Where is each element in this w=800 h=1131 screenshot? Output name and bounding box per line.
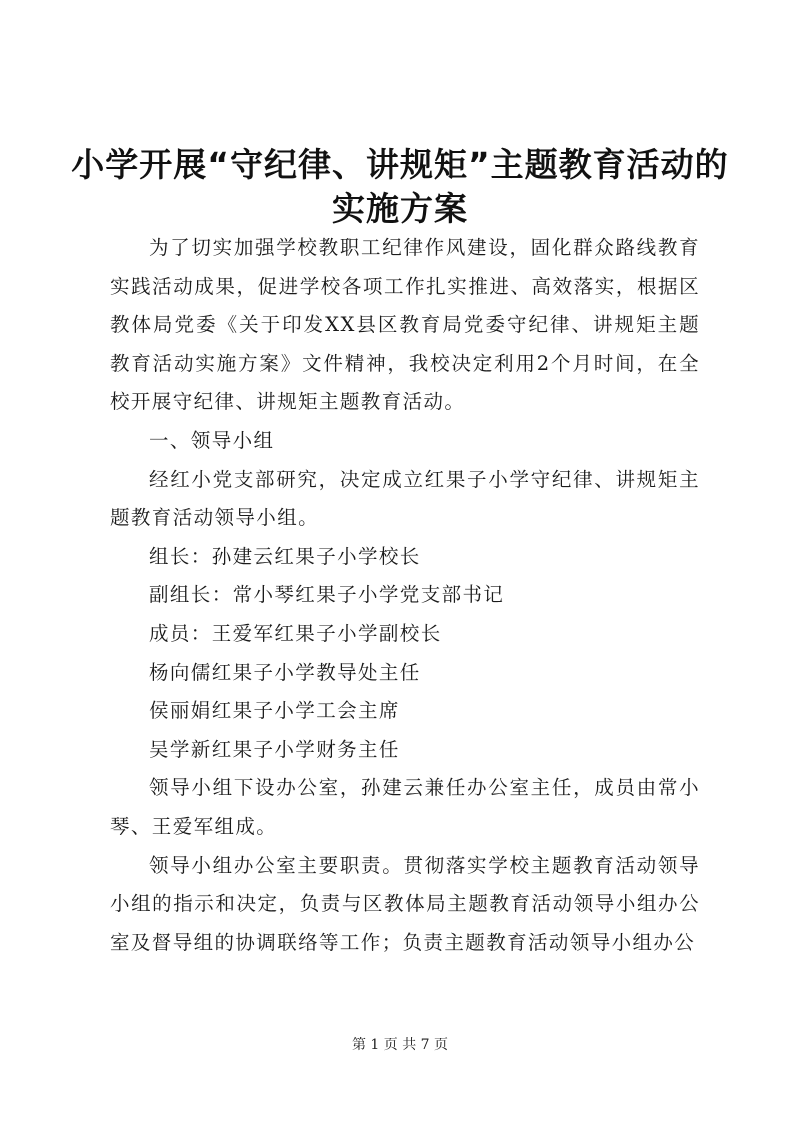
- member-deputy-leader: 副组长：常小琴红果子小学党支部书记: [149, 583, 505, 607]
- member-entry: 杨向儒红果子小学教导处主任: [149, 660, 421, 684]
- paragraph-group-establishment: 经红小党支部研究，决定成立红果子小学守纪律、讲规矩主题教育活动领导小组。: [110, 467, 700, 530]
- intro-paragraph: 为了切实加强学校教职工纪律作风建设，固化群众路线教育实践活动成果，促进学校各项工作扎实推进、高效落实，根据区教体局党委《关于印发XX县区教育局党委守纪律、讲规矩主题教育活动实施方案》文件精神，我校决定利用2个月时间，在全校开展守纪律、讲规矩主题教育活动。: [110, 236, 700, 414]
- paragraph-office-duties: 领导小组办公室主要职责。贯彻落实学校主题教育活动领导小组的指示和决定，负责与区教体局主题教育活动领导小组办公室及督导组的协调联络等工作；负责主题教育活动领导小组办公: [110, 853, 700, 954]
- section-heading-leadership-group: 一、领导小组: [149, 428, 275, 452]
- page-number-footer: 第 1 页 共 7 页: [351, 1037, 449, 1053]
- member-list-start: 成员：王爱军红果子小学副校长: [149, 621, 442, 645]
- member-leader: 组长：孙建云红果子小学校长: [149, 544, 421, 568]
- member-entry: 吴学新红果子小学财务主任: [149, 737, 400, 761]
- paragraph-office-setup: 领导小组下设办公室，孙建云兼任办公室主任，成员由常小琴、王爱军组成。: [110, 776, 700, 838]
- document-title-line-2: 实施方案: [332, 189, 468, 228]
- document-body: [110, 229, 700, 962]
- document-title-line-1: 小学开展“守纪律、讲规矩”主题教育活动的: [71, 145, 729, 184]
- member-entry: 侯丽娟红果子小学工会主席: [149, 699, 400, 723]
